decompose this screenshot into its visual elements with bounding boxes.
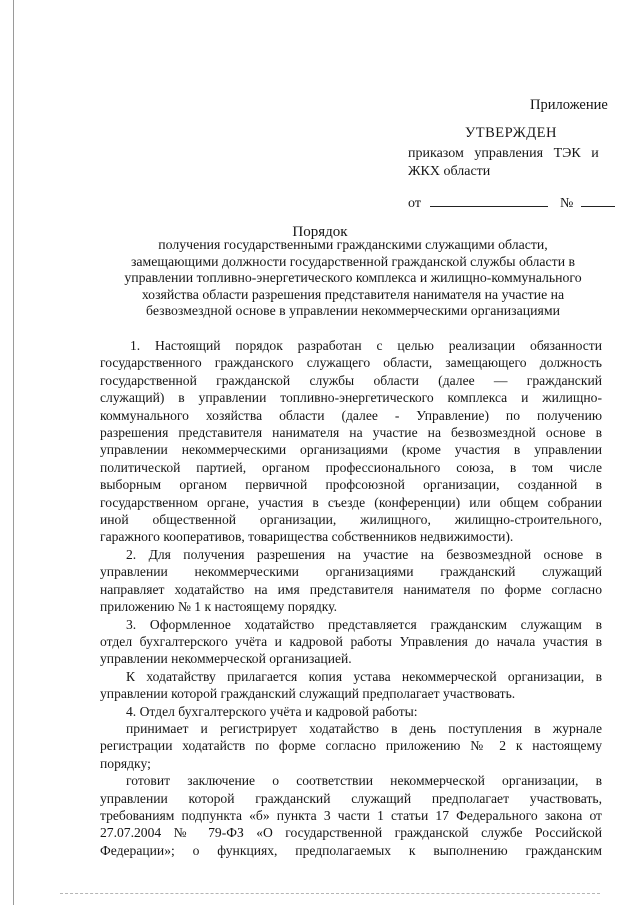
body-line: политической партией, органом профессионального союза, в том числе xyxy=(100,459,602,475)
body-line: выборным органом первичной профсоюзной организации, созданной в xyxy=(100,477,602,493)
body-line: готовит заключение о соответствии некоммерческой организации, в xyxy=(126,773,602,789)
body-line: 1. Настоящий порядок разработан с целью реализации обязанности xyxy=(130,338,602,353)
body-line: отдел бухгалтерского учёта и кадровой работы Управления до начала участия в xyxy=(100,633,602,649)
body-line: направляет ходатайство на имя представителя нанимателя по форме согласно xyxy=(100,581,602,597)
subtitle-line: получения государственными гражданскими служащими области, xyxy=(158,237,548,252)
body-line: государственном органе, участия в съезде (конференции) или общем собрании xyxy=(100,494,602,510)
scan-margin-line xyxy=(13,0,14,905)
body-line: регистрации ходатайств по форме согласно приложению № 2 к настоящему xyxy=(100,738,602,754)
body-line: гаражного кооперативов, товарищества собственников недвижимости). xyxy=(100,529,514,545)
approved-stamp-label: УТВЕРЖДЕН xyxy=(465,125,557,141)
body-line: управлении которой гражданский служащий предполагает участвовать. xyxy=(100,686,516,702)
document-subtitle xyxy=(108,237,598,320)
order-reference-line-2: ЖКХ области xyxy=(408,164,491,179)
subtitle-line: безвозмездной основе в управлении некоммерческими организациями xyxy=(146,303,560,318)
body-line: 3. Оформленное ходатайство представляется гражданским служащим в xyxy=(126,616,602,632)
body-line: управлении некоммерческой организацией. xyxy=(100,651,352,667)
order-reference-line-1: приказом управления ТЭК и xyxy=(408,146,599,161)
subtitle-line: хозяйства области разрешения представителя нанимателя на участие на xyxy=(141,286,565,302)
appendix-label: Приложение xyxy=(530,97,608,113)
body-line: иной общественной организации, жилищного, жилищно-строительного, xyxy=(100,512,602,528)
body-line: принимает и регистрирует ходатайство в день поступления в журнале xyxy=(126,720,602,736)
subtitle-line: замещающими должности государственной гражданской службы области в xyxy=(130,253,576,269)
scan-bottom-edge xyxy=(60,893,600,894)
body-line: управлении которой гражданский служащий предполагает участвовать, xyxy=(100,790,602,806)
body-line: коммунального хозяйства области (далее - Управление) по получению xyxy=(100,407,602,423)
number-blank-field xyxy=(581,194,615,207)
body-line: государственной гражданской службы области (далее — гражданский xyxy=(100,372,602,388)
body-line: приложению № 1 к настоящему порядку. xyxy=(100,599,337,615)
body-line: 4. Отдел бухгалтерского учёта и кадровой работы: xyxy=(126,703,418,719)
date-label: от xyxy=(408,196,421,211)
body-line: государственного гражданского служащего области, замещающего должность xyxy=(100,355,602,371)
body-line: 2. Для получения разрешения на участие на безвозмездной основе в xyxy=(126,546,602,562)
number-label: № xyxy=(559,196,574,211)
body-line: 27.07.2004 № 79-ФЗ «О государственной гражданской службе Российской xyxy=(100,825,602,841)
body-line: управлении некоммерческими организациями гражданский служащий xyxy=(100,564,602,580)
body-line: К ходатайству прилагается копия устава некоммерческой организации, в xyxy=(126,668,602,684)
body-line: разрешения представителя нанимателя на участие на безвозмездной основе в xyxy=(100,425,602,441)
body-line: Федерации»; о функциях, предполагаемых к выполнению гражданским xyxy=(100,842,602,858)
document-title: Порядок xyxy=(292,224,348,240)
body-line: служащий) в управлении топливно-энергетического комплекса и жилищно- xyxy=(100,390,602,406)
document-body xyxy=(100,337,602,859)
body-line: управлении некоммерческими организациями (кроме участия в управлении xyxy=(100,442,602,458)
body-line: порядку; xyxy=(100,755,151,771)
body-line: требованиям подпункта «б» пункта 3 части 1 статьи 17 Федерального закона от xyxy=(100,807,602,823)
order-date-number-line xyxy=(408,194,615,212)
date-blank-field xyxy=(430,194,548,207)
subtitle-line: управлении топливно-энергетического комплекса и жилищно-коммунального xyxy=(124,270,582,285)
